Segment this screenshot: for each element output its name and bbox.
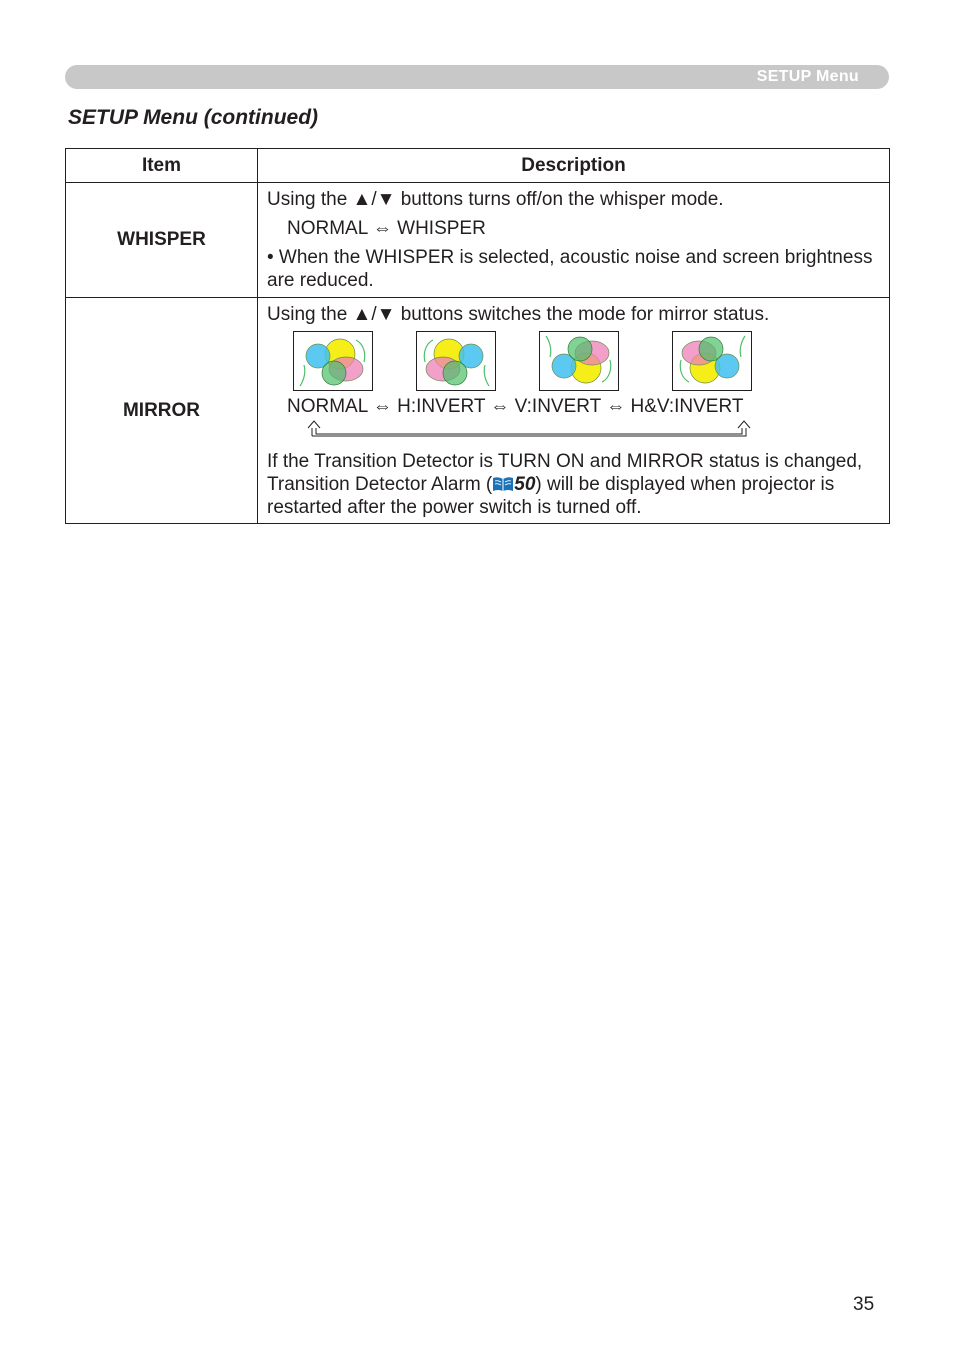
mirror-mode-images — [293, 331, 879, 393]
description-mirror — [258, 298, 890, 524]
mirror-note-text-1: If the Transition Detector is TURN ON and MIRROR status is changed, Transition Detector Alarm ( — [267, 451, 863, 495]
mirror-modes: NORMAL ⇔ H:INVERT ⇔ V:INVERT ⇔ H&V:INVERT — [287, 396, 744, 417]
description-whisper — [258, 183, 890, 298]
column-header-item: Item — [66, 149, 258, 183]
setup-menu-table — [65, 148, 890, 524]
h-invert-image-icon — [416, 331, 496, 391]
mirror-note — [267, 450, 879, 519]
cycle-return-arrow-icon — [304, 418, 879, 444]
item-mirror: MIRROR — [66, 298, 258, 524]
item-whisper: WHISPER — [66, 183, 258, 298]
normal-image-icon — [293, 331, 373, 391]
v-invert-image-icon — [539, 331, 619, 391]
reference-page-number: 50 — [514, 474, 536, 495]
mirror-instruction: Using the ▲/▼ buttons switches the mode for mirror status. — [267, 304, 770, 325]
section-label: SETUP Menu — [756, 68, 859, 85]
page-title: SETUP Menu (continued) — [68, 106, 319, 129]
mirror-note-text-2: ) will be displayed when projector is restarted after the power switch is turned off. — [267, 474, 835, 518]
whisper-modes: NORMAL ⇔ WHISPER — [287, 218, 486, 239]
book-icon — [492, 474, 514, 495]
whisper-instruction: Using the ▲/▼ buttons turns off/on the whisper mode. — [267, 189, 724, 210]
table-row-whisper — [66, 183, 890, 298]
table-header-row — [66, 149, 890, 183]
table-row-mirror — [66, 298, 890, 524]
page-number: 35 — [853, 1294, 875, 1315]
header-bar — [65, 65, 889, 89]
hv-invert-image-icon — [672, 331, 752, 391]
column-header-description: Description — [258, 149, 890, 183]
whisper-note: • When the WHISPER is selected, acoustic noise and screen brightness are reduced. — [267, 247, 873, 291]
